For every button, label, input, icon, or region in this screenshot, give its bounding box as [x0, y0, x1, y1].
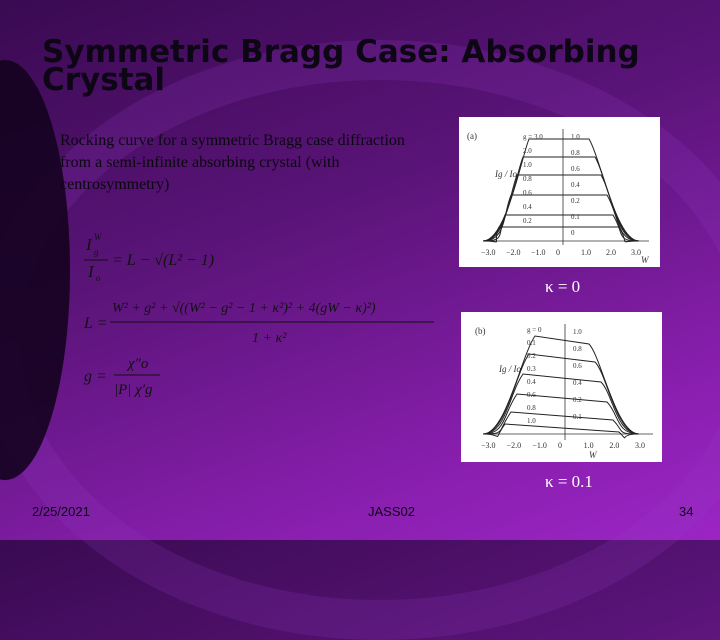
graph-a-xlabel: W [641, 255, 649, 265]
kappa-label-b: κ = 0.1 [545, 472, 593, 491]
graph-a-left-label-3: 0.8 [523, 175, 532, 183]
graph-b-x-tick-4: 1.0 [583, 441, 594, 450]
slide-number: 34 [679, 504, 694, 519]
graph-a-curve-4 [483, 215, 639, 241]
graph-b-x-tick-6: 3.0 [635, 441, 645, 450]
graph-a-x-tick-3: 0 [556, 248, 560, 257]
eq2-lhs: L = [84, 315, 108, 332]
graph-a-curve-2 [483, 175, 639, 241]
graph-a-curve-3 [483, 195, 639, 241]
graph-b-left-label-6: 0.8 [527, 404, 536, 412]
slide-caption: Rocking curve for a symmetric Bragg case diffraction from a semi-infinite absorbing crystal (with centrosymmetry) [60, 132, 405, 193]
graph-a-ylabel: Ig / Io [495, 169, 517, 179]
graph-b-curve-2 [483, 374, 639, 434]
eq3-den: |P| χ′g [114, 382, 153, 398]
eq1-num-sub: g [94, 247, 99, 257]
graph-b-x-tick-5: 2.0 [609, 441, 620, 450]
eq1-rhs: = L − √(L² − 1) [112, 252, 215, 269]
graph-a-left-label-2: 1.0 [523, 161, 532, 169]
graph-a-left-label-6: 0.2 [523, 217, 532, 225]
graph-b-curves [483, 336, 639, 438]
graph-b-left-label-0: g = 0 [527, 326, 542, 334]
slide-title: Symmetric Bragg Case: Absorbing Crystal [42, 34, 640, 98]
graph-a-left-labels [523, 133, 543, 225]
equation-g [82, 352, 202, 404]
rocking-curve-graph-a [459, 117, 660, 267]
graph-b-curve-label-2: 0.6 [573, 362, 582, 370]
graph-a-x-tick-0: −3.0 [481, 248, 496, 257]
graph-b-curve-label-4: 0.2 [573, 396, 582, 404]
graph-a-curve-label-1: 0.8 [571, 149, 580, 157]
graph-b-left-label-2: 0.2 [527, 352, 536, 360]
graph-a-x-tick-4: 1.0 [581, 248, 591, 257]
graph-a-curve-labels [571, 133, 580, 237]
graph-a-left-label-1: 2.0 [523, 147, 532, 155]
graph-a-curve-label-5: 0.1 [571, 213, 580, 221]
graph-b-curve-label-0: 1.0 [573, 328, 582, 336]
graph-a-x-ticks [481, 248, 641, 257]
graph-a-x-tick-2: −1.0 [531, 248, 546, 257]
graph-a-curve-label-2: 0.6 [571, 165, 580, 173]
eq1-den-i: I [88, 262, 94, 281]
graph-b-ylabel: Ig / Io [499, 364, 521, 374]
graph-a-left-label-0: g = 3.0 [523, 133, 543, 141]
graph-b-curve-label-5: 0.1 [573, 413, 582, 421]
graph-a-x-tick-1: −2.0 [506, 248, 521, 257]
graph-a-left-label-5: 0.4 [523, 203, 532, 211]
eq3-lhs: g = [84, 368, 107, 385]
eq3-num: χ″o [128, 356, 149, 372]
eq2-denominator: 1 + κ² [252, 331, 287, 346]
kappa-label-a: κ = 0 [545, 277, 581, 296]
graph-b-x-tick-1: −2.0 [506, 441, 522, 450]
graph-b-curve-5 [483, 424, 639, 438]
rocking-curve-graph-b [461, 312, 662, 462]
graph-a-left-label-4: 0.6 [523, 189, 532, 197]
graph-b-x-ticks [481, 441, 645, 450]
footer-date: 2/25/2021 [32, 504, 90, 519]
eq1-num-sup: W [94, 232, 102, 242]
graph-b-panel-label: (b) [475, 326, 486, 336]
graph-b-left-label-1: 0.1 [527, 339, 536, 347]
graph-a-x-tick-5: 2.0 [606, 248, 616, 257]
graph-b-left-label-7: 1.0 [527, 417, 536, 425]
graph-b-curve-label-3: 0.4 [573, 379, 582, 387]
graph-b-left-label-3: 0.3 [527, 365, 536, 373]
graph-b-left-label-5: 0.6 [527, 391, 536, 399]
graph-a-curve-5 [483, 227, 639, 242]
graph-b-curve-label-1: 0.8 [573, 345, 582, 353]
graph-a-curve-label-4: 0.2 [571, 197, 580, 205]
graph-a-curves [483, 139, 639, 242]
graph-a-curve-label-3: 0.4 [571, 181, 580, 189]
graph-a-curve-0 [483, 139, 639, 241]
footer-center-text: JASS02 [368, 504, 415, 519]
graph-b-left-label-4: 0.4 [527, 378, 536, 386]
graph-a-curve-label-0: 1.0 [571, 133, 580, 141]
graph-b-xlabel: W [589, 450, 597, 460]
graph-a-panel-label: (a) [467, 131, 477, 141]
graph-a-x-tick-6: 3.0 [631, 248, 641, 257]
eq1-den-sub: o [96, 273, 101, 283]
eq2-numerator: W² + g² + √((W² − g² − 1 + κ²)² + 4(gW − κ)²) [112, 301, 376, 316]
graph-a-curve-label-6: 0 [571, 229, 575, 237]
equation-l [82, 286, 442, 350]
graph-b-x-tick-3: 0 [558, 441, 562, 450]
graph-b-x-tick-0: −3.0 [481, 441, 496, 450]
eq1-num-i: I [86, 235, 92, 254]
graph-b-x-tick-2: −1.0 [532, 441, 547, 450]
equation-reflectivity [82, 228, 222, 286]
